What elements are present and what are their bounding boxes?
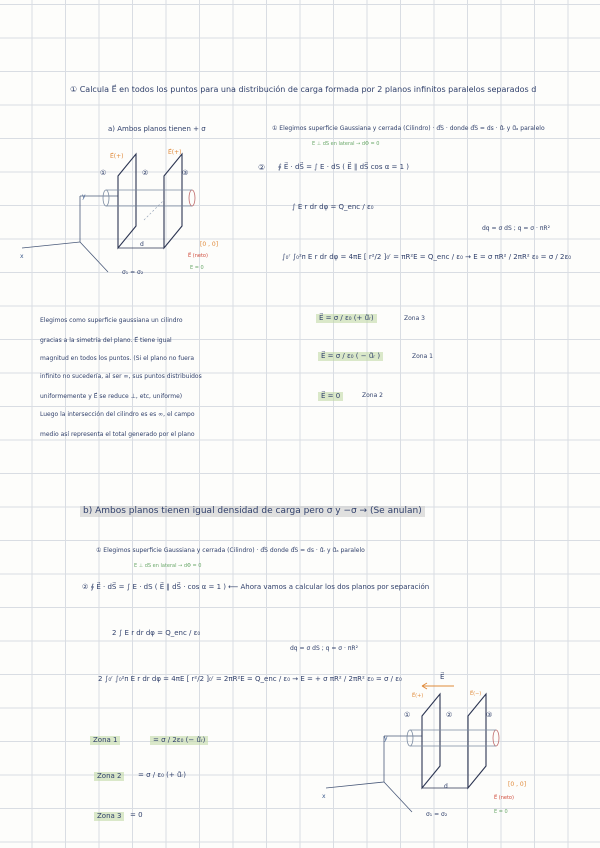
- part-b-integral-2: 2 ∫ E r dr dφ = Q_enc / ε₀: [112, 629, 201, 637]
- part-b-step1: ① Elegimos superficie Gaussiana y cerrada (Cilindro) · d⃗S donde d⃗S = ds · û⃗ᵣ y û⃗ₐ paralelo: [96, 547, 365, 554]
- part-a-planes-figure: [14, 140, 244, 280]
- part-a-result-zone1: E⃗ = σ / ε₀ ( − û⃗ᵣ ): [318, 352, 383, 361]
- part-b-zone1-label: Zona 1: [90, 736, 120, 745]
- part-a-result-zone1-label: Zona 1: [412, 353, 433, 360]
- part-a-result-zone2-label: Zona 2: [362, 392, 383, 399]
- explanation-line: uniformemente y E⃗ se reduce ⊥, etc, uniforme): [40, 393, 183, 400]
- part-b-e-neto: E⃗ (neto): [494, 795, 514, 801]
- explanation-line: infinito no sucedería, al ser ∞, sus puntos distribuidos: [40, 373, 202, 380]
- part-a-zone-3: ③: [182, 169, 189, 177]
- part-a-e-neto: E⃗ (neto): [188, 253, 208, 259]
- part-b-zone-2: ②: [446, 711, 453, 719]
- part-b-zone1-formula: = σ / 2ε₀ (− û⃗ᵣ): [150, 736, 208, 745]
- part-b-step1-note: E ⊥ dS en lateral → dΦ = 0: [134, 563, 202, 569]
- explanation-line: medio así representa el total generado por el plano: [40, 431, 195, 438]
- part-b-zone3-label: Zona 3: [94, 812, 124, 821]
- part-a-sigma-label: σ₁ = σ₂: [122, 269, 144, 276]
- part-b-coords: [0 , 0]: [508, 781, 527, 788]
- explanation-line: Elegimos como superficie gaussiana un cilindro: [40, 317, 183, 324]
- part-b-title: b) Ambos planos tienen igual densidad de carga pero σ y −σ → (Se anulan): [80, 506, 425, 517]
- part-a-step2-number: ②: [258, 163, 266, 172]
- part-b-integral-3: 2 ∫₀ʳ ∫₀²ᴨ E r dr dφ = 4πE [ r²/2 ]₀ʳ = 2πR²E = Q_enc / ε₀ → E = + σ πR² / 2πR² ε₀ = σ / ε₀: [98, 675, 402, 683]
- part-a-step1: ① Elegimos superficie Gaussiana y cerrada (Cilindro) · d⃗S · donde d⃗S = ds · û⃗ᵣ y û⃗ₐ paralelo: [272, 125, 545, 132]
- part-a-result-zone2: E⃗ = 0: [318, 392, 343, 401]
- explanation-line: gracias a la simetría del plano. E⃗ tiene igual: [40, 337, 172, 344]
- part-a-y-axis: y: [82, 193, 86, 200]
- part-a-e-label-right: E⃗(+): [168, 149, 182, 156]
- part-b-e-zero: E = 0: [494, 809, 508, 815]
- part-a-coords: [0 , 0]: [200, 241, 219, 248]
- part-a-integral-3: ∫₀ʳ ∫₀²ᴨ E r dr dφ = 4πE [ r²/2 ]₀ʳ = πR²E = Q_enc / ε₀ → E = σ πR² / 2πR² ε₀ = σ / 2ε₀: [282, 253, 572, 261]
- part-a-e-zero: E = 0: [190, 265, 204, 271]
- explanation-line: Luego la intersección del cilindro es es ∞, el campo: [40, 411, 195, 418]
- part-a-zone-2: ②: [142, 169, 149, 177]
- problem-statement: ① Calcula E⃗ en todos los puntos para una distribución de carga formada por 2 planos infinitos paralelos separados d: [70, 85, 537, 94]
- part-b-zone2-label: Zona 2: [94, 772, 124, 781]
- part-b-zone2-formula: = σ / ε₀ (+ û⃗ᵣ): [138, 771, 186, 779]
- part-b-step2: ② ∮ E⃗ · dS⃗ = ∫ E · dS ( E⃗ ∥ dS⃗ · cos α = 1 ) ⟵ Ahora vamos a calcular los dos planos por separación: [82, 583, 430, 591]
- part-a-integral-1: ∮ E⃗ · dS⃗ = ∫ E · dS ( E⃗ ∥ dS⃗ cos α = 1 ): [278, 163, 410, 171]
- part-a-d-label: d: [140, 241, 144, 248]
- part-b-zone-3: ③: [486, 711, 493, 719]
- part-b-sigma-label: σ₁ = σ₂: [426, 811, 448, 818]
- part-a-integral-2: ∫ E r dr dφ = Q_enc / ε₀: [292, 203, 374, 211]
- part-b-zone-1: ①: [404, 711, 411, 719]
- part-a-result-zone3: E⃗ = σ / ε₀ (+ û⃗ᵣ): [316, 314, 377, 323]
- explanation-line: magnitud en todos los puntos. (Si el plano no fuera: [40, 355, 195, 362]
- part-b-y-axis: y: [384, 735, 388, 742]
- part-a-x-axis: x: [20, 253, 24, 260]
- part-b-e-top: E⃗: [440, 673, 445, 681]
- part-b-zone3-formula: = 0: [130, 811, 143, 819]
- part-b-dq-note: dq = σ dS ; q = σ · πR²: [290, 645, 358, 652]
- part-a-e-label-left: E⃗(+): [110, 153, 124, 160]
- part-a-result-zone3-label: Zona 3: [404, 315, 425, 322]
- part-a-title: a) Ambos planos tienen + σ: [108, 125, 206, 133]
- part-b-x-axis: x: [322, 793, 326, 800]
- part-b-e-top-right: E⃗(−): [470, 691, 482, 697]
- part-b-e-top-left: E⃗(+): [412, 693, 424, 699]
- part-b-d-label: d: [444, 783, 448, 790]
- part-a-dq-note: dq = σ dS ; q = σ · πR²: [482, 225, 550, 232]
- part-a-zone-1: ①: [100, 169, 107, 177]
- part-a-step1-note: E ⊥ dS en lateral → dΦ = 0: [312, 141, 380, 147]
